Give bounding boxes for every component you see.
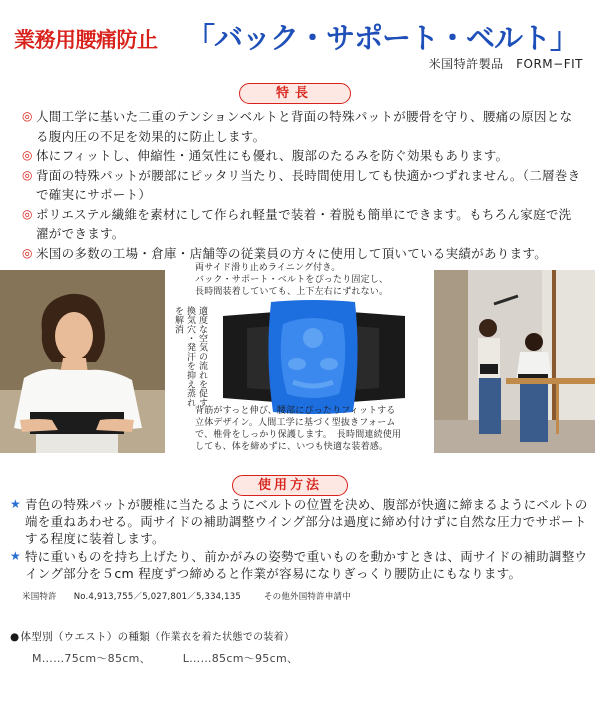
feature-item [22, 244, 582, 264]
woman-wearing-belt-photo [0, 270, 165, 453]
usage-text: 青色の特殊パットが腰椎に当たるようにベルトの位置を決め、腹部が快適に締まるようにベルトの端を重ねあわせる。両サイドの補助調整ウイング部分は過度に締め付けずに自然な圧力でサポートする程度に装着します。 [25, 497, 588, 546]
bullet-icon: ● [10, 631, 20, 643]
header-tagline: 業務用腰痛防止 [14, 28, 158, 52]
double-circle-icon: ◎ [22, 109, 33, 123]
feature-text: 人間工学に基いた二重のテンションベルトと背面の特殊パットが腰骨を守り、腰痛の原因となる腹内圧の不足を効果的に防止します。 [36, 109, 573, 144]
patent-numbers: No.4,913,755／5,027,801／5,334,135 [73, 592, 242, 602]
usage-heading: 使用方法 [232, 475, 348, 496]
usage-item [10, 496, 588, 547]
feature-item [22, 107, 582, 146]
caption-line: で、椎骨をしっかり保護します。 長時間連続使用 [195, 430, 402, 440]
feature-text: 米国の多数の工場・倉庫・店舗等の従業員の方々に使用して頂いている実績があります。 [36, 245, 548, 261]
caption-line: 長時間装着していても、上下左右にずれない。 [195, 287, 389, 297]
size-option-m: M……75cm〜85cm、 [32, 652, 151, 665]
caption-ventilation: 適度な空気の流れを促す換気穴・発汗を抑え蒸れを解消 [173, 306, 207, 408]
feature-item [22, 205, 582, 244]
caption-line: 背筋がすっと伸び、腰部にぴったりフィットする [195, 406, 396, 416]
usage-list [10, 496, 588, 583]
belt-product-image [183, 298, 433, 416]
size-chart-title [10, 628, 326, 644]
caption-line: 両サイド滑り止めライニング付き。 [195, 263, 341, 273]
features-list [22, 107, 582, 263]
caption-line: 立体デザイン。人間工学に基づく型抜きフォーム [195, 418, 396, 428]
patent-pending: その他外国特許申請中 [263, 592, 351, 602]
caption-side-lining [195, 262, 388, 298]
caption-line: バック・サポート・ベルトをぴったり固定し、 [195, 275, 389, 285]
usage-item [10, 548, 588, 582]
size-chart [10, 628, 326, 666]
size-note: （作業衣を着た状態での装着） [150, 632, 295, 643]
double-circle-icon: ◎ [22, 245, 33, 260]
size-title-text: 体型別（ウエスト）の種類 [20, 631, 151, 643]
size-options [32, 650, 326, 666]
workers-photo [434, 270, 595, 453]
size-option-l: L……85cm〜95cm、 [182, 652, 299, 665]
patent-label: 米国特許 [22, 592, 57, 602]
usage-text: 特に重いものを持ち上げたり、前かがみの姿勢で重いものを動かすときは、両サイドの補助調整ウイング部分を５cm 程度ずつ締めると作業が容易になりぎっくり腰防止にもなります。 [25, 549, 588, 581]
feature-text: 体にフィットし、伸縮性・通気性にも優れ、腹部のたるみを防ぐ効果もあります。 [36, 148, 509, 163]
double-circle-icon: ◎ [22, 167, 33, 182]
feature-text: 背面の特殊パットが腰部にピッタリ当たり、長時間使用しても快適かつずれません。（二層巻きで確実にサポート） [36, 167, 581, 202]
double-circle-icon: ◎ [22, 148, 33, 162]
product-title: 「バック・サポート・ベルト」 [186, 21, 579, 55]
feature-item [22, 166, 582, 205]
star-icon: ★ [10, 549, 22, 563]
caption-line: しても、体を締めずに、いつも快適な装着感。 [195, 442, 389, 452]
patent-info [22, 590, 365, 602]
feature-text: ポリエステル繊維を素材にして作られ軽量で装着・着脱も簡単にできます。もちろん家庭で洗濯ができます。 [36, 206, 572, 241]
features-heading: 特長 [239, 83, 351, 104]
double-circle-icon: ◎ [22, 206, 33, 221]
star-icon: ★ [10, 497, 22, 511]
product-subtitle: 米国特許製品 FORM−FIT [428, 57, 583, 71]
feature-item [22, 146, 582, 166]
caption-design [195, 405, 401, 453]
